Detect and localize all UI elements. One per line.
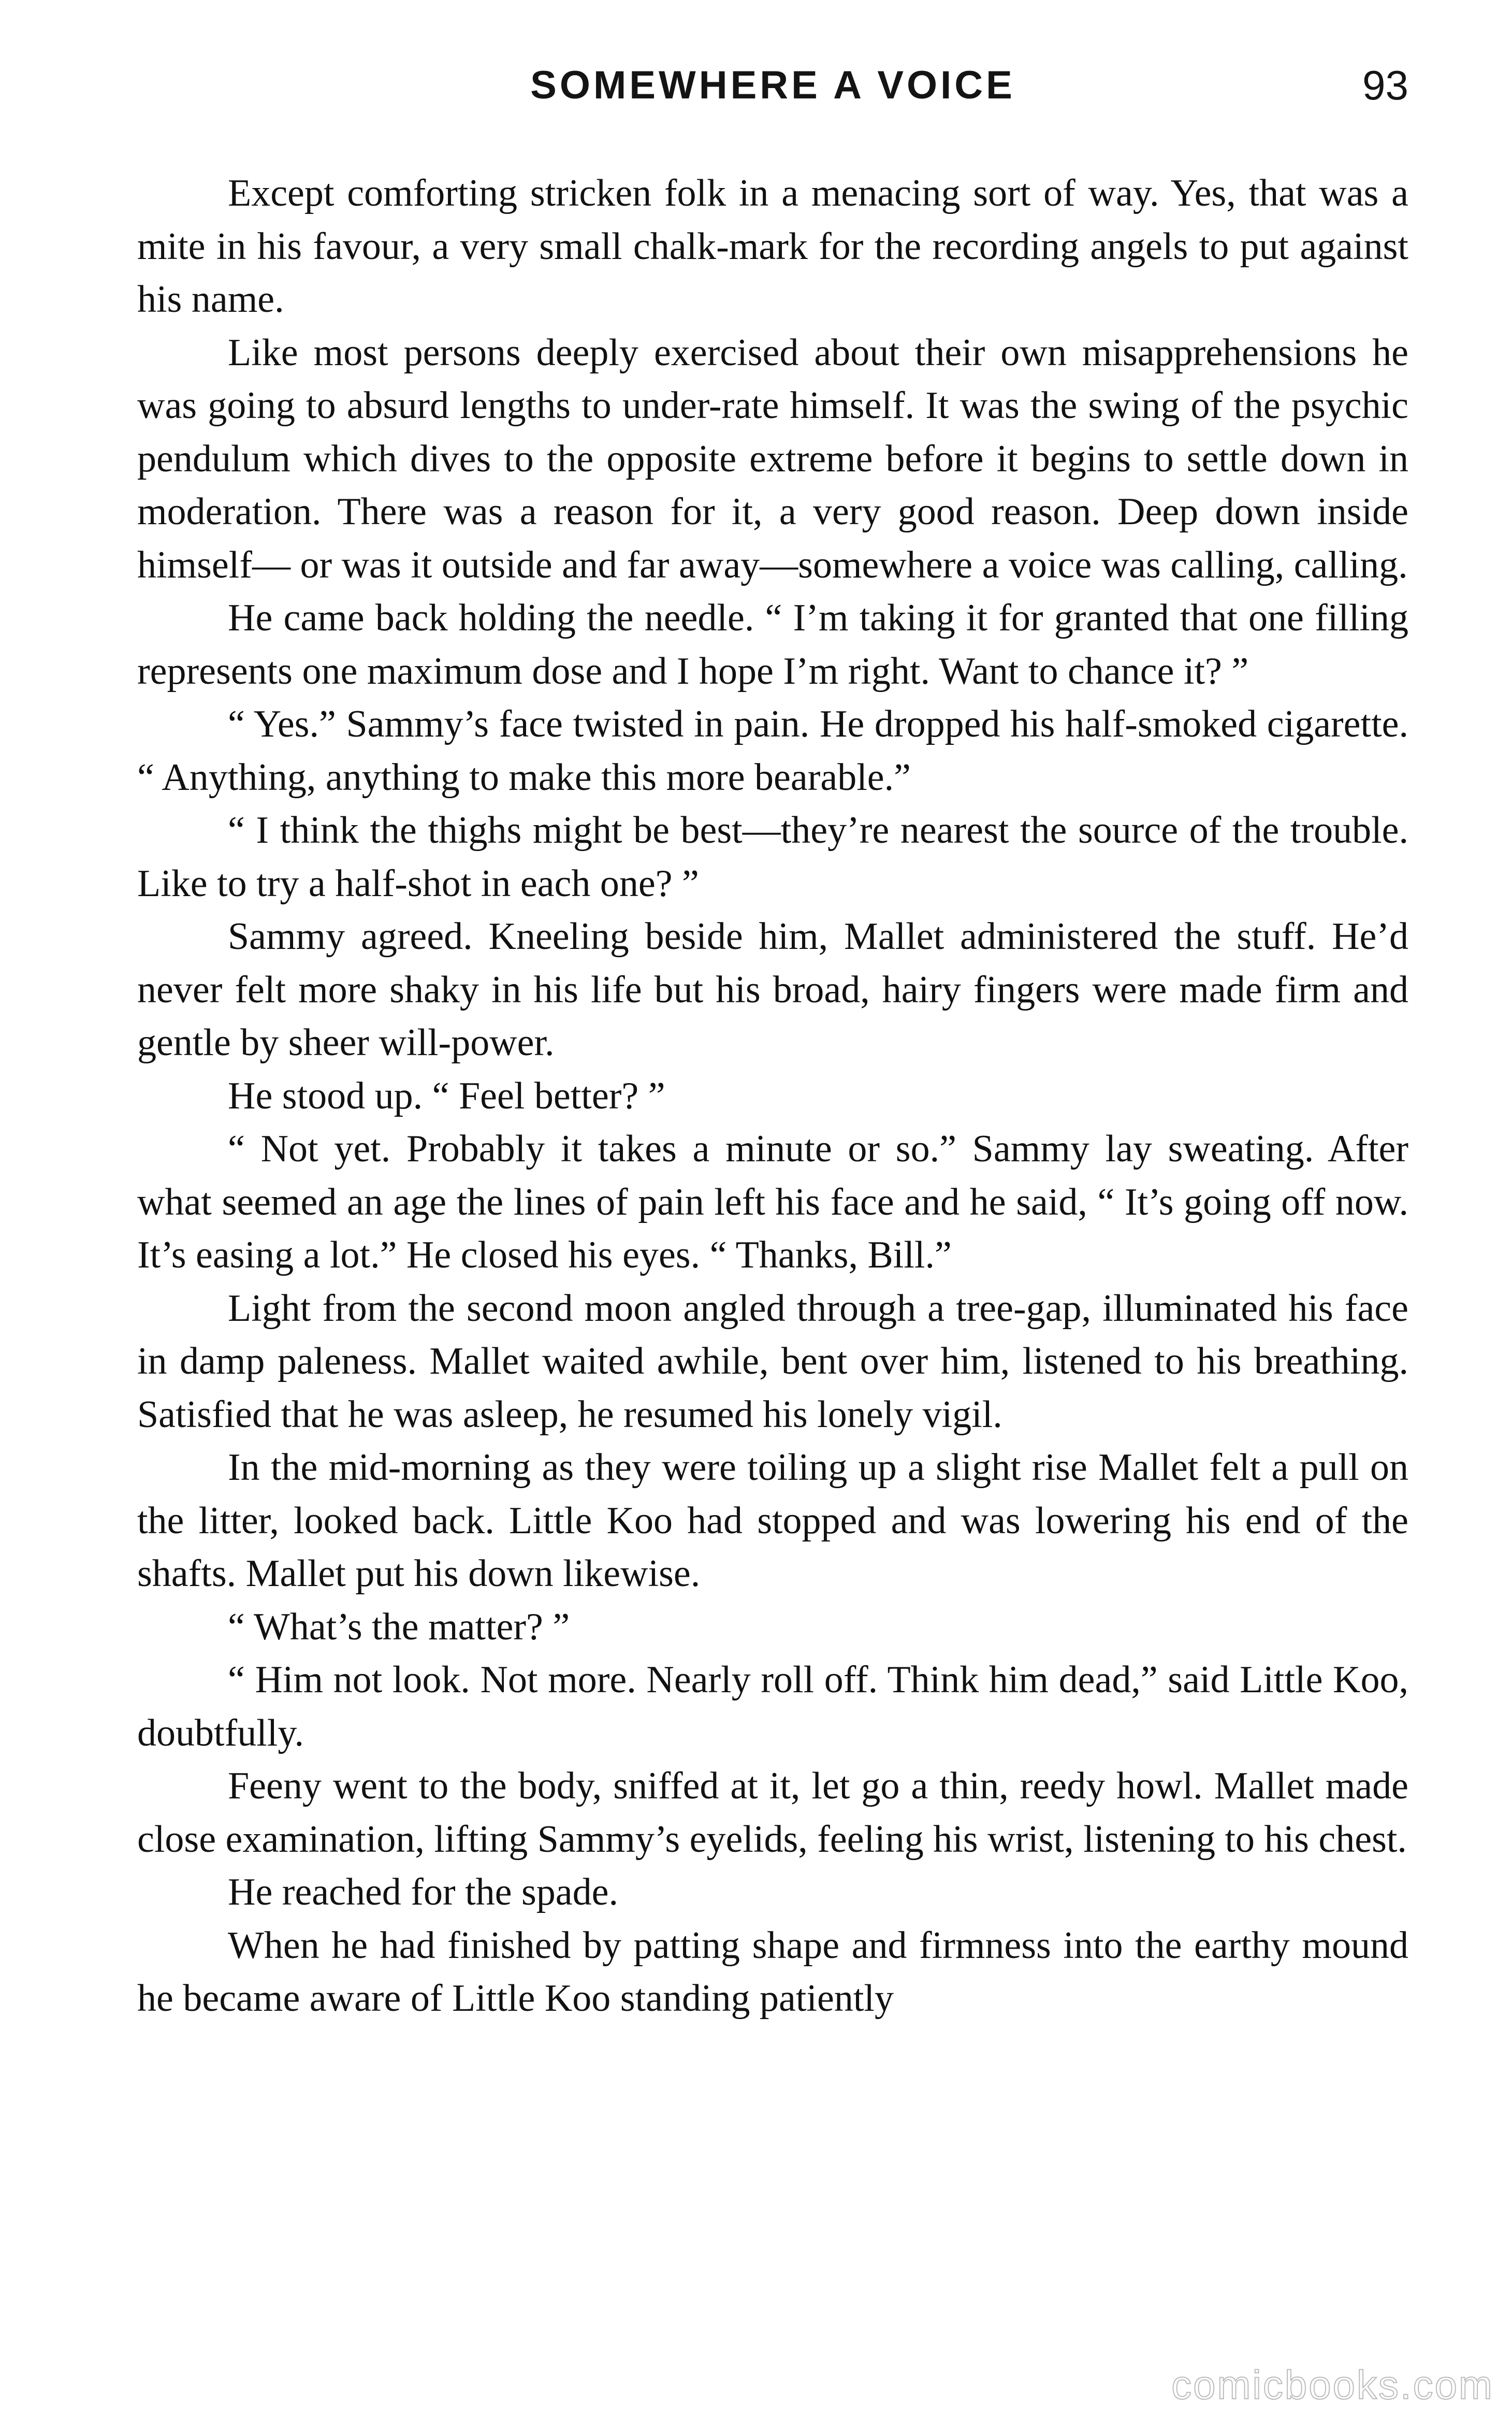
page-number: 93 bbox=[1362, 62, 1408, 108]
paragraph: He stood up. “ Feel better? ” bbox=[228, 1074, 665, 1117]
paragraph: “ I think the thighs might be best—they’re nearest the source of the trouble. Like to try a half-shot in each one? ” bbox=[137, 809, 1408, 905]
chapter-title: SOMEWHERE A VOICE bbox=[530, 63, 1015, 107]
paragraph: In the mid-morning as they were toiling up a slight rise Mallet felt a pull on the litter, looked back. Little Koo had stopped and was lowering his end of the shafts. Mallet put his down likewise. bbox=[137, 1446, 1408, 1595]
body-text bbox=[137, 167, 1408, 2025]
paragraph: Sammy agreed. Kneeling beside him, Mallet administered the stuff. He’d never felt more shaky in his life but his broad, hairy fingers were made firm and gentle by sheer will-power. bbox=[137, 915, 1408, 1064]
paragraph: “ What’s the matter? ” bbox=[228, 1605, 570, 1648]
paragraph: “ Yes.” Sammy’s face twisted in pain. He dropped his half-smoked cigarette. “ Anything, anything to make this more bearable.” bbox=[137, 703, 1408, 799]
paragraph: “ Him not look. Not more. Nearly roll off. Think him dead,” said Little Koo, doubtfully. bbox=[137, 1659, 1408, 1754]
paragraph: Feeny went to the body, sniffed at it, let go a thin, reedy howl. Mallet made close examination, lifting Sammy’s eyelids, feeling his wrist, listening to his chest. bbox=[137, 1765, 1408, 1861]
paragraph: He came back holding the needle. “ I’m taking it for granted that one filling represents one maximum dose and I hope I’m right. Want to chance it? ” bbox=[137, 597, 1408, 693]
paragraph: “ Not yet. Probably it takes a minute or so.” Sammy lay sweating. After what seemed an age the lines of pain left his face and he said, “ It’s going off now. It’s easing a lot.” He closed his eyes. “ Thanks, Bill.” bbox=[137, 1128, 1408, 1276]
paragraph: Light from the second moon angled through a tree-gap, illuminated his face in damp paleness. Mallet waited awhile, bent over him, listened to his breathing. Satisfied that he was asleep, he resumed his lonely vigil. bbox=[137, 1287, 1408, 1436]
running-head bbox=[137, 57, 1408, 114]
paragraph: When he had finished by patting shape and firmness into the earthy mound he became aware of Little Koo standing patiently bbox=[137, 1924, 1408, 2020]
paragraph: Except comforting stricken folk in a menacing sort of way. Yes, that was a mite in his favour, a very small chalk-mark for the recording angels to put against his name. bbox=[137, 172, 1408, 321]
paragraph: Like most persons deeply exercised about their own misapprehensions he was going to absurd lengths to under-rate himself. It was the swing of the psychic pendulum which dives to the opposite extreme before it begins to settle down in moderation. There was a reason for it, a very good reason. Deep down inside himself— or was it outside and far away—somewhere a voice was calling, calling. bbox=[137, 331, 1408, 586]
watermark: comicbooks.com bbox=[1171, 2362, 1494, 2408]
paragraph: He reached for the spade. bbox=[228, 1871, 618, 1913]
